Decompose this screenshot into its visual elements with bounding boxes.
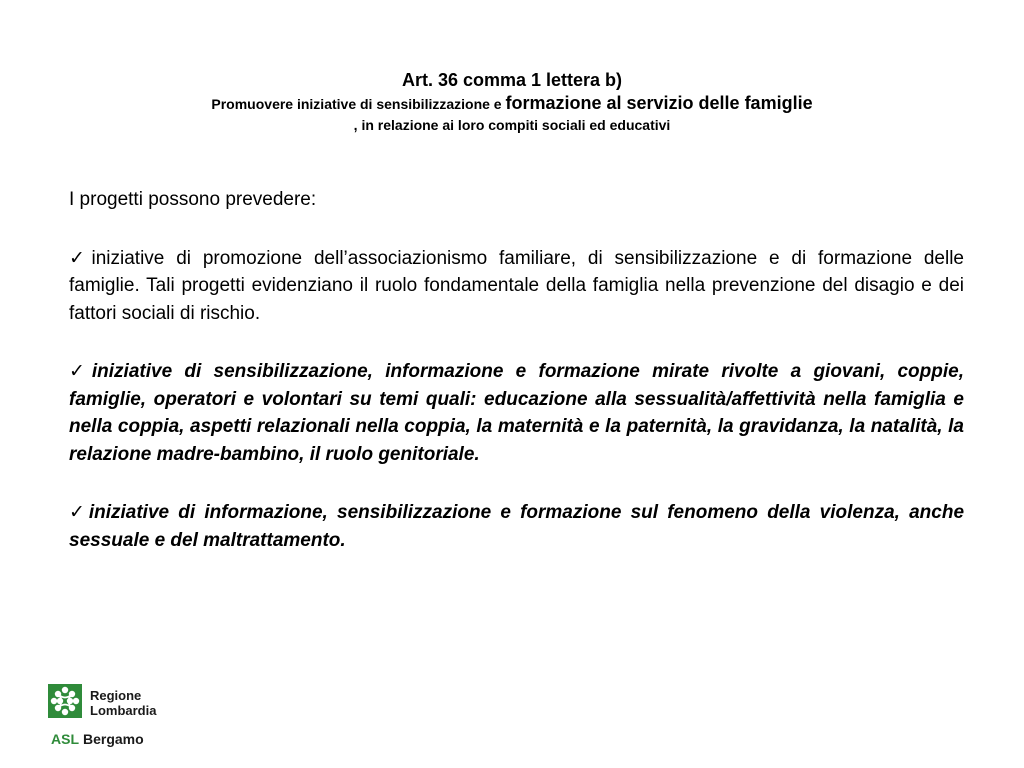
logo-asl-text: ASL <box>51 731 79 747</box>
slide-body <box>69 186 964 585</box>
checkmark-icon: ✓ <box>69 361 92 382</box>
rosa-camuna-icon <box>48 684 82 718</box>
regione-lombardia-asl-logo <box>48 684 218 754</box>
slide-header <box>60 68 964 134</box>
slide-title: Art. 36 comma 1 lettera b) <box>401 70 623 90</box>
checkmark-icon: ✓ <box>69 502 89 523</box>
slide-subtitle <box>60 92 964 116</box>
list-item <box>69 499 964 554</box>
list-item <box>69 358 964 468</box>
list-item <box>69 245 964 328</box>
subtitle-small-text: Promuovere iniziative di sensibilizzazione e <box>211 96 506 112</box>
logo-regione-line1: Regione <box>90 688 142 703</box>
list-item-text: iniziative di informazione, sensibilizzazione e formazione sul fenomeno della violenza, anche sessuale e del maltrattamento. <box>69 502 965 551</box>
logo-asl-line <box>51 730 144 748</box>
intro-text: I progetti possono prevedere: <box>69 189 317 210</box>
list-item-text: iniziative di promozione dell’associazionismo familiare, di sensibilizzazione e di formazione delle famiglie. Tali progetti evidenziano il ruolo fondamentale della famiglia nella prevenzione del disagio e dei fattori sociali di rischio. <box>69 247 964 324</box>
list-item-text: iniziative di sensibilizzazione, informazione e formazione mirate rivolte a giovani, coppie, famiglie, operatori e volontari su temi quali: educazione alla sessualità/affettività nella famiglia e nella coppia, aspetti relazionali nella coppia, la maternità e la paternità, la gravidanza, la natalità, la relazione madre-bambino, il ruolo genitoriale. <box>69 361 964 465</box>
logo-text <box>90 688 156 718</box>
checkmark-icon: ✓ <box>69 247 92 269</box>
logo-regione-line2: Lombardia <box>90 703 157 718</box>
subtitle-big-text: formazione al servizio delle famiglie <box>505 93 813 113</box>
subtitle-line2: , in relazione ai loro compiti sociali ed educativi <box>353 117 671 133</box>
logo-city-text: Bergamo <box>83 731 144 747</box>
